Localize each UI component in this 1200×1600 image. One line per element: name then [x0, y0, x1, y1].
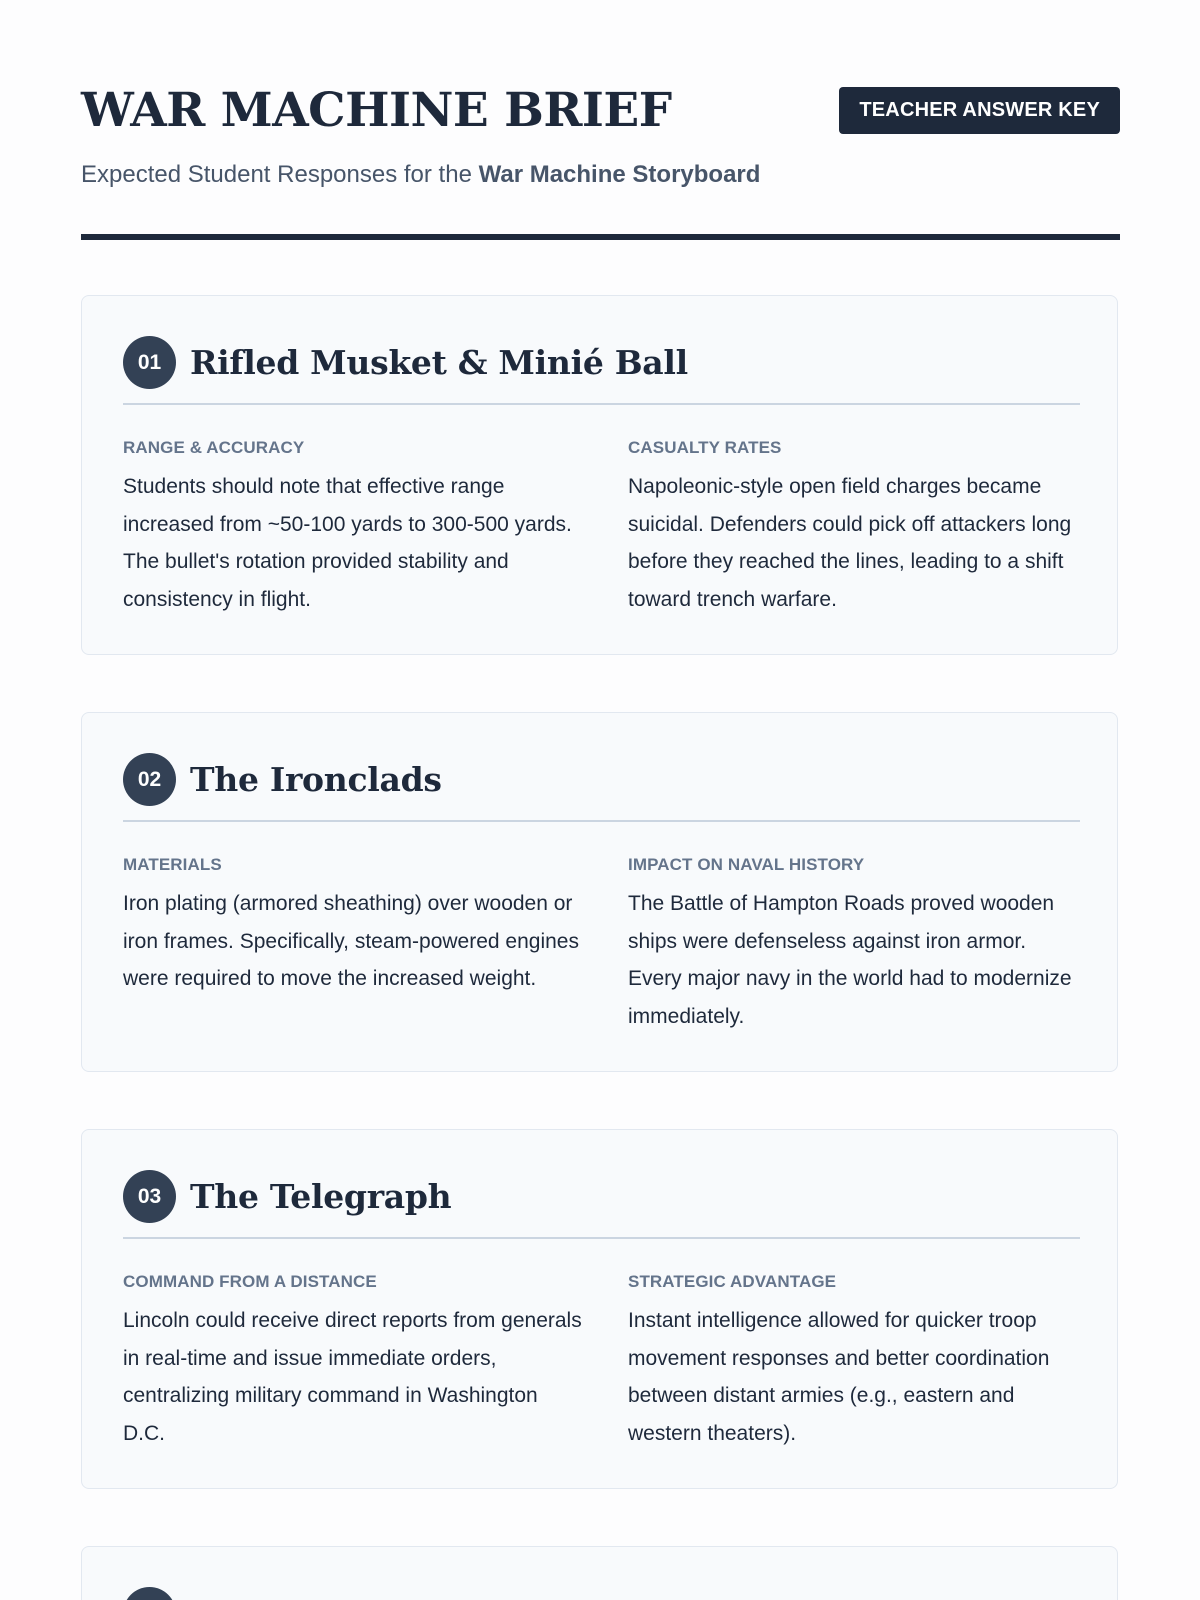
answer-text: Lincoln could receive direct reports from generals in real-time and issue immediate orders, centralizing military command in Washington D.C.	[123, 1309, 582, 1445]
answer-label: CASUALTY RATES	[628, 438, 782, 457]
answer-card-partial	[81, 1546, 1118, 1600]
card-header	[123, 753, 1080, 822]
answer-text: The Battle of Hampton Roads proved wooden ships were defenseless against iron armor. Every major navy in the world had to modernize immediately.	[628, 892, 1072, 1028]
answer-text: Instant intelligence allowed for quicker troop movement responses and better coordination between distant armies (e.g., eastern and western theaters).	[628, 1309, 1050, 1445]
answer-card-ironclads	[81, 712, 1118, 1072]
card-right-column	[628, 436, 1083, 618]
answer-label: STRATEGIC ADVANTAGE	[628, 1272, 837, 1291]
card-left-column	[123, 436, 583, 618]
answer-text: Napoleonic-style open field charges became suicidal. Defenders could pick off attackers long before they reached the lines, leading to a shift toward trench warfare.	[628, 475, 1072, 611]
answer-label: COMMAND FROM A DISTANCE	[123, 1272, 377, 1291]
card-number-badge	[123, 1587, 176, 1600]
answer-card-musket	[81, 295, 1118, 655]
card-number-badge: 02	[123, 753, 176, 806]
card-header	[123, 1170, 1080, 1239]
subtitle-emphasis: War Machine Storyboard	[478, 161, 761, 188]
teacher-answer-key-badge: TEACHER ANSWER KEY	[839, 87, 1120, 134]
card-title: The Ironclads	[190, 760, 442, 799]
header-divider	[81, 234, 1120, 240]
page-subtitle	[81, 157, 760, 193]
answer-label: RANGE & ACCURACY	[123, 438, 305, 457]
page-title: WAR MACHINE BRIEF	[81, 83, 672, 138]
card-right-column	[628, 853, 1083, 1035]
answer-text: Students should note that effective range increased from ~50-100 yards to 300-500 yards. The bullet's rotation provided stability and consistency in flight.	[123, 475, 572, 611]
card-right-column	[628, 1270, 1083, 1452]
card-number-badge: 01	[123, 336, 176, 389]
card-title: Rifled Musket & Minié Ball	[190, 343, 688, 382]
card-left-column	[123, 1270, 583, 1452]
card-left-column	[123, 853, 583, 998]
answer-text: Iron plating (armored sheathing) over wooden or iron frames. Specifically, steam-powered engines were required to move the increased weight.	[123, 892, 579, 991]
answer-card-telegraph	[81, 1129, 1118, 1489]
subtitle-prefix: Expected Student Responses for the	[81, 161, 472, 188]
card-header	[123, 336, 1080, 405]
card-number-badge: 03	[123, 1170, 176, 1223]
card-title: The Telegraph	[190, 1177, 452, 1216]
answer-label: MATERIALS	[123, 855, 222, 874]
page-header	[81, 0, 1120, 240]
answer-key-page	[81, 0, 1120, 1445]
answer-label: IMPACT ON NAVAL HISTORY	[628, 855, 865, 874]
